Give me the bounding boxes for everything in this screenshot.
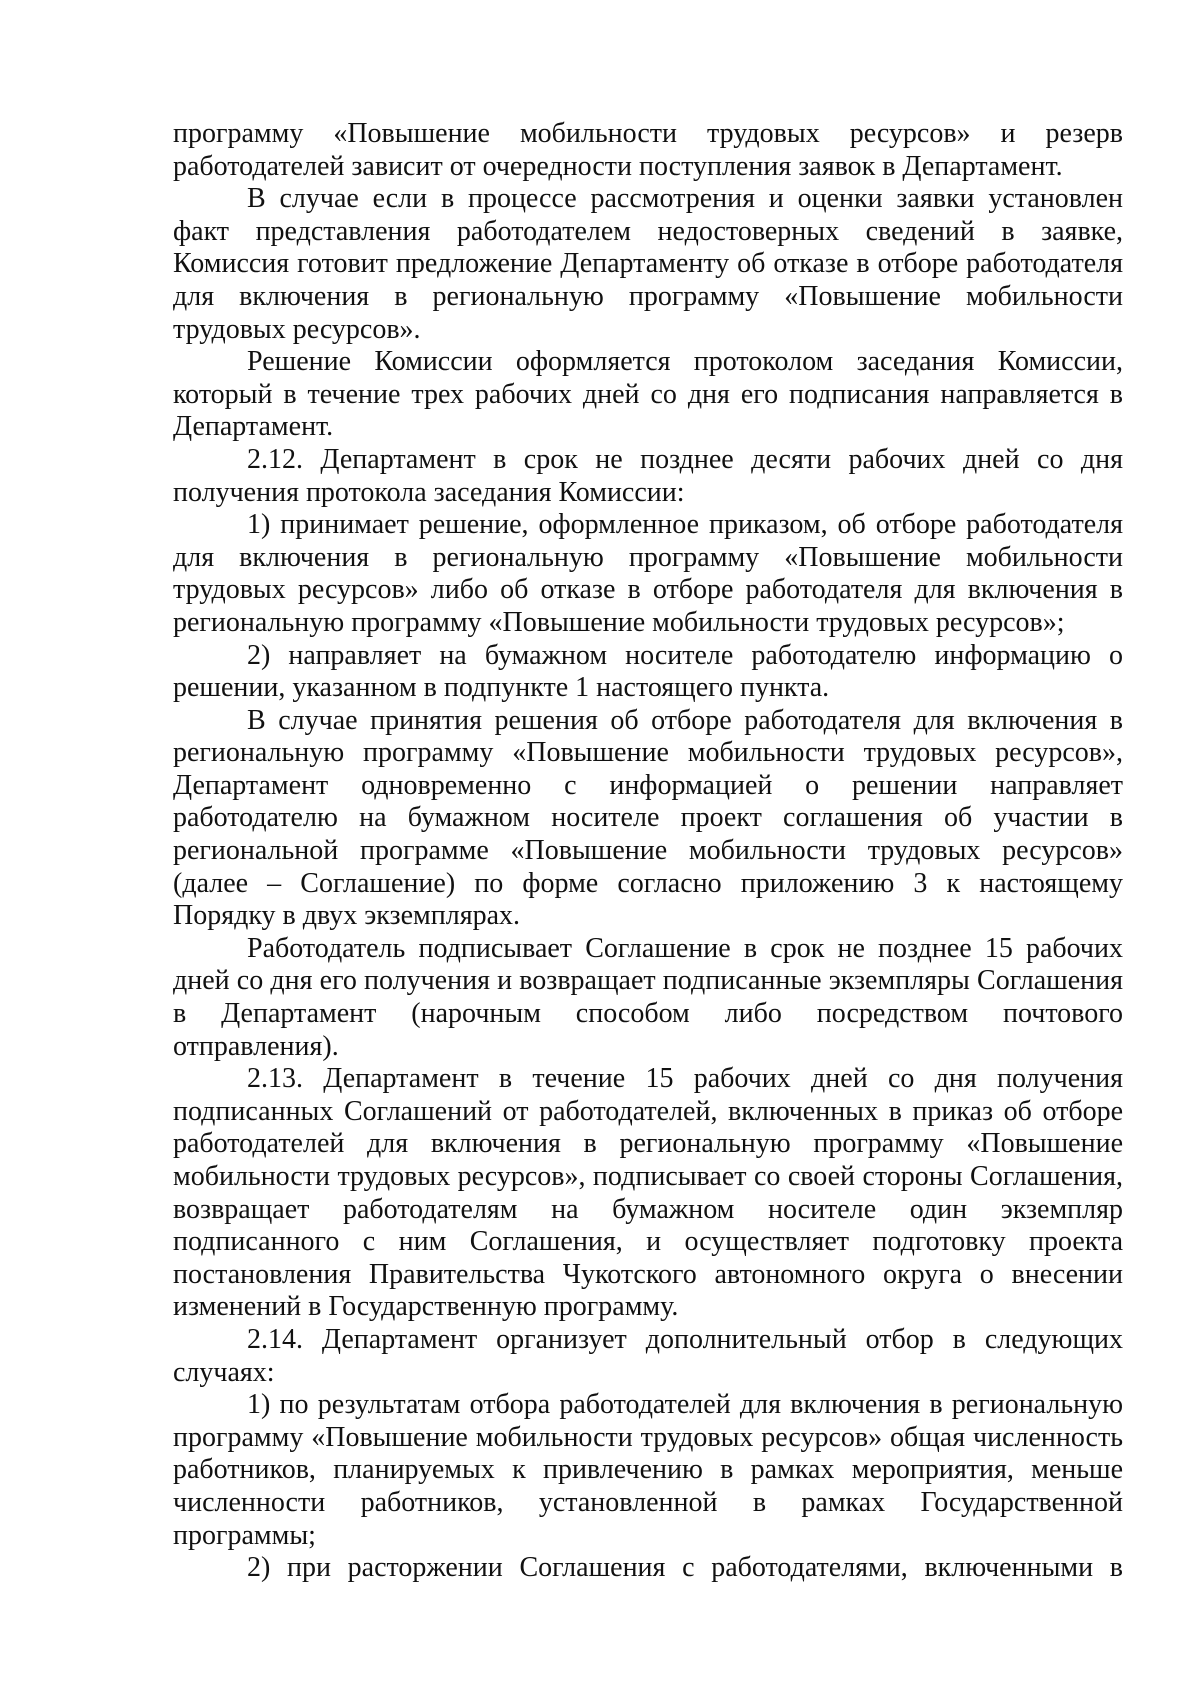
- list-item: 1) принимает решение, оформленное приказом, об отборе работодателя для включения в региональную программу «Повышение мобильности трудовых ресурсов» либо об отказе в отборе работодателя для включения в региональную программу «Повышение мобильности трудовых ресурсов»;: [173, 509, 1123, 638]
- paragraph: 2.14. Департамент организует дополнительный отбор в следующих случаях:: [173, 1323, 1123, 1388]
- paragraph: Решение Комиссии оформляется протоколом заседания Комиссии, который в течение трех рабочих дней со дня его подписания направляется в Департамент.: [173, 346, 1123, 443]
- paragraph: программу «Повышение мобильности трудовых ресурсов» и резерв работодателей зависит от очередности поступления заявок в Департамент.: [173, 118, 1123, 182]
- paragraph: Работодатель подписывает Соглашение в срок не позднее 15 рабочих дней со дня его получения и возвращает подписанные экземпляры Соглашения в Департамент (нарочным способом либо посредством почтового отправления).: [173, 932, 1123, 1062]
- list-item: 2) направляет на бумажном носителе работодателю информацию о решении, указанном в подпункте 1 настоящего пункта.: [173, 639, 1123, 704]
- list-item: 2) при расторжении Соглашения с работодателями, включенными в: [247, 1552, 1123, 1584]
- document-body: [173, 118, 1123, 1585]
- paragraph: В случае принятия решения об отборе работодателя для включения в региональную программу «Повышение мобильности трудовых ресурсов», Департамент одновременно с информацией о решении направляет работодателю на бумажном носителе проект соглашения об участии в региональной программе «Повышение мобильности трудовых ресурсов» (далее – Соглашение) по форме согласно приложению 3 к настоящему Порядку в двух экземплярах.: [173, 704, 1123, 932]
- list-item: 1) по результатам отбора работодателей для включения в региональную программу «Повышение мобильности трудовых ресурсов» общая численность работников, планируемых к привлечению в рамках мероприятия, меньше численности работников, установленной в рамках Государственной программы;: [173, 1389, 1123, 1551]
- paragraph: 2.12. Департамент в срок не позднее десяти рабочих дней со дня получения протокола заседания Комиссии:: [173, 443, 1123, 508]
- paragraph: В случае если в процессе рассмотрения и оценки заявки установлен факт представления работодателем недостоверных сведений в заявке, Комиссия готовит предложение Департаменту об отказе в отборе работодателя для включения в региональную программу «Повышение мобильности трудовых ресурсов».: [173, 183, 1123, 345]
- paragraph: 2.13. Департамент в течение 15 рабочих дней со дня получения подписанных Соглашений от работодателей, включенных в приказ об отборе работодателей для включения в региональную программу «Повышение мобильности трудовых ресурсов», подписывает со своей стороны Соглашения, возвращает работодателям на бумажном носителе один экземпляр подписанного с ним Соглашения, и осуществляет подготовку проекта постановления Правительства Чукотского автономного округа о внесении изменений в Государственную программу.: [173, 1063, 1123, 1323]
